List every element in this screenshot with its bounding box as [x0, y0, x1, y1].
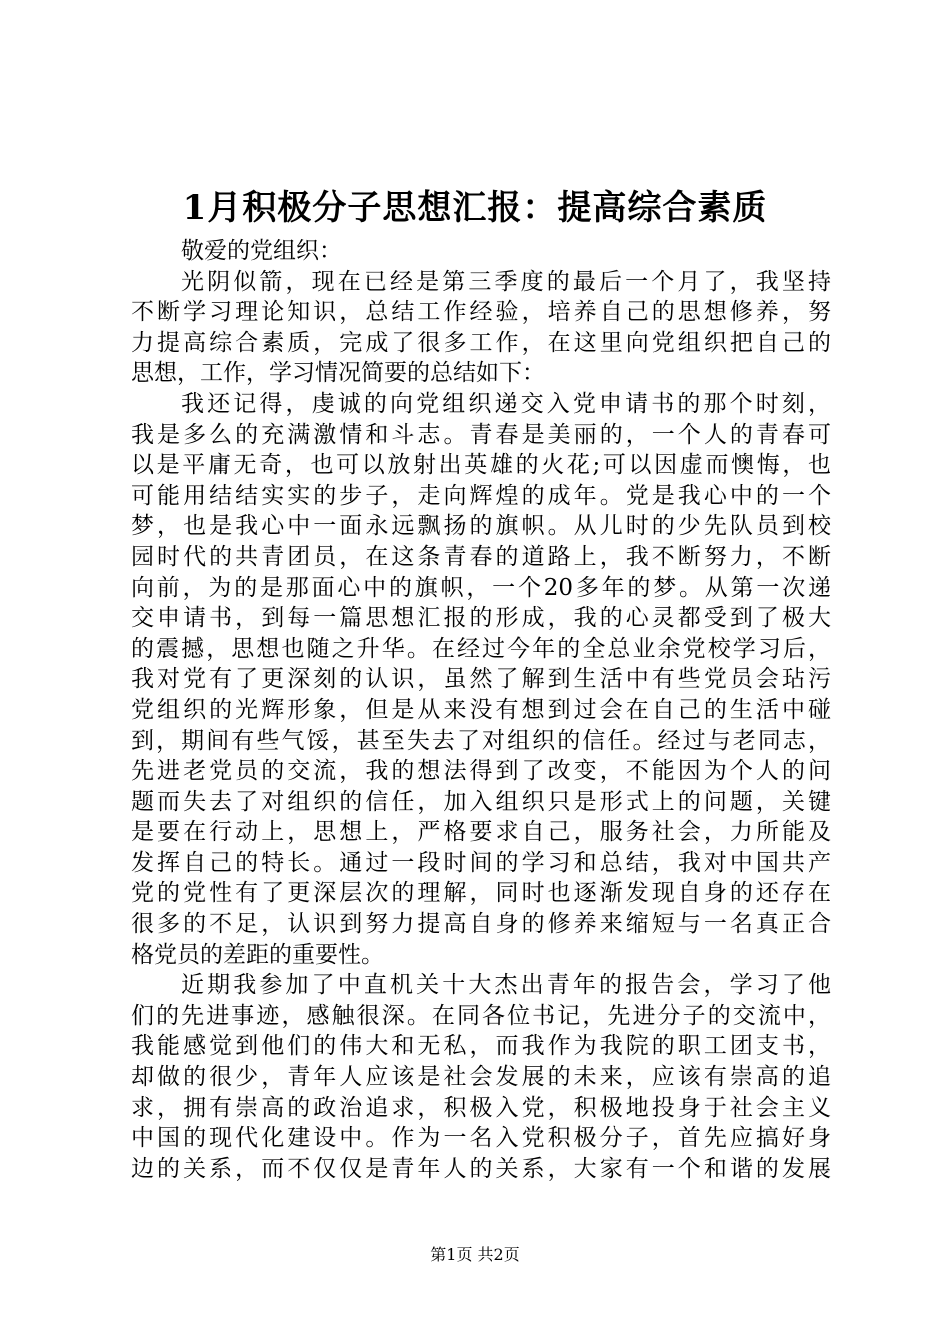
text-line: 到，期间有些气馁，甚至失去了对组织的信任。经过与老同志， [131, 727, 831, 754]
document-title: 1月积极分子思想汇报：提高综合素质 [182, 188, 768, 228]
text-line: 党的党性有了更深层次的理解，同时也逐渐发现自身的还存在 [131, 880, 831, 907]
salutation-line: 敬爱的党组织： [181, 238, 342, 264]
text-line: 是要在行动上，思想上，严格要求自己，服务社会，力所能及 [131, 819, 831, 846]
text-line: 边的关系，而不仅仅是青年人的关系，大家有一个和谐的发展 [131, 1155, 831, 1182]
text-line: 近期我参加了中直机关十大杰出青年的报告会，学习了他 [181, 972, 831, 999]
text-line: 梦，也是我心中一面永远飘扬的旗帜。从儿时的少先队员到校 [131, 513, 831, 540]
text-line: 中国的现代化建设中。作为一名入党积极分子，首先应搞好身 [131, 1125, 831, 1152]
text-line: 很多的不足，认识到努力提高自身的修养来缩短与一名真正合 [131, 911, 831, 938]
text-line: 我是多么的充满激情和斗志。青春是美丽的，一个人的青春可 [131, 421, 831, 448]
text-line: 交申请书，到每一篇思想汇报的形成，我的心灵都受到了极大 [131, 605, 831, 632]
text-line: 我能感觉到他们的伟大和无私，而我作为我院的职工团支书， [131, 1033, 831, 1060]
text-line: 光阴似箭，现在已经是第三季度的最后一个月了，我坚持 [181, 268, 831, 295]
text-line: 思想，工作，学习情况简要的总结如下： [131, 360, 545, 387]
text-line: 先进老党员的交流，我的想法得到了改变，不能因为个人的问 [131, 758, 831, 785]
text-line: 求，拥有崇高的政治追求，积极入党，积极地投身于社会主义 [131, 1094, 831, 1121]
text-line: 发挥自己的特长。通过一段时间的学习和总结，我对中国共产 [131, 849, 831, 876]
text-line: 我对党有了更深刻的认识，虽然了解到生活中有些党员会玷污 [131, 666, 831, 693]
text-line: 们的先进事迹，感触很深。在同各位书记，先进分子的交流中， [131, 1002, 831, 1029]
text-line: 题而失去了对组织的信任，加入组织只是形式上的问题，关键 [131, 788, 831, 815]
document-body [131, 236, 831, 1184]
text-line: 的震撼，思想也随之升华。在经过今年的全总业余党校学习后， [131, 635, 831, 662]
text-line: 向前，为的是那面心中的旗帜，一个20多年的梦。从第一次递 [131, 574, 831, 601]
text-line: 党组织的光辉形象，但是从来没有想到过会在自己的生活中碰 [131, 696, 831, 723]
text-line: 却做的很少，青年人应该是社会发展的未来，应该有崇高的追 [131, 1064, 831, 1091]
text-line: 园时代的共青团员，在这条青春的道路上，我不断努力，不断 [131, 543, 831, 570]
text-line: 力提高综合素质，完成了很多工作，在这里向党组织把自己的 [131, 329, 831, 356]
text-line: 我还记得，虔诚的向党组织递交入党申请书的那个时刻， [181, 390, 831, 417]
text-line: 不断学习理论知识，总结工作经验，培养自己的思想修养，努 [131, 299, 831, 326]
page-number: 第1页 共2页 [430, 1245, 520, 1264]
text-line: 格党员的差距的重要性。 [131, 941, 384, 968]
text-line: 以是平庸无奇，也可以放射出英雄的火花;可以因虚而懊悔，也 [131, 452, 831, 479]
text-line: 可能用结结实实的步子，走向辉煌的成年。党是我心中的一个 [131, 482, 831, 509]
